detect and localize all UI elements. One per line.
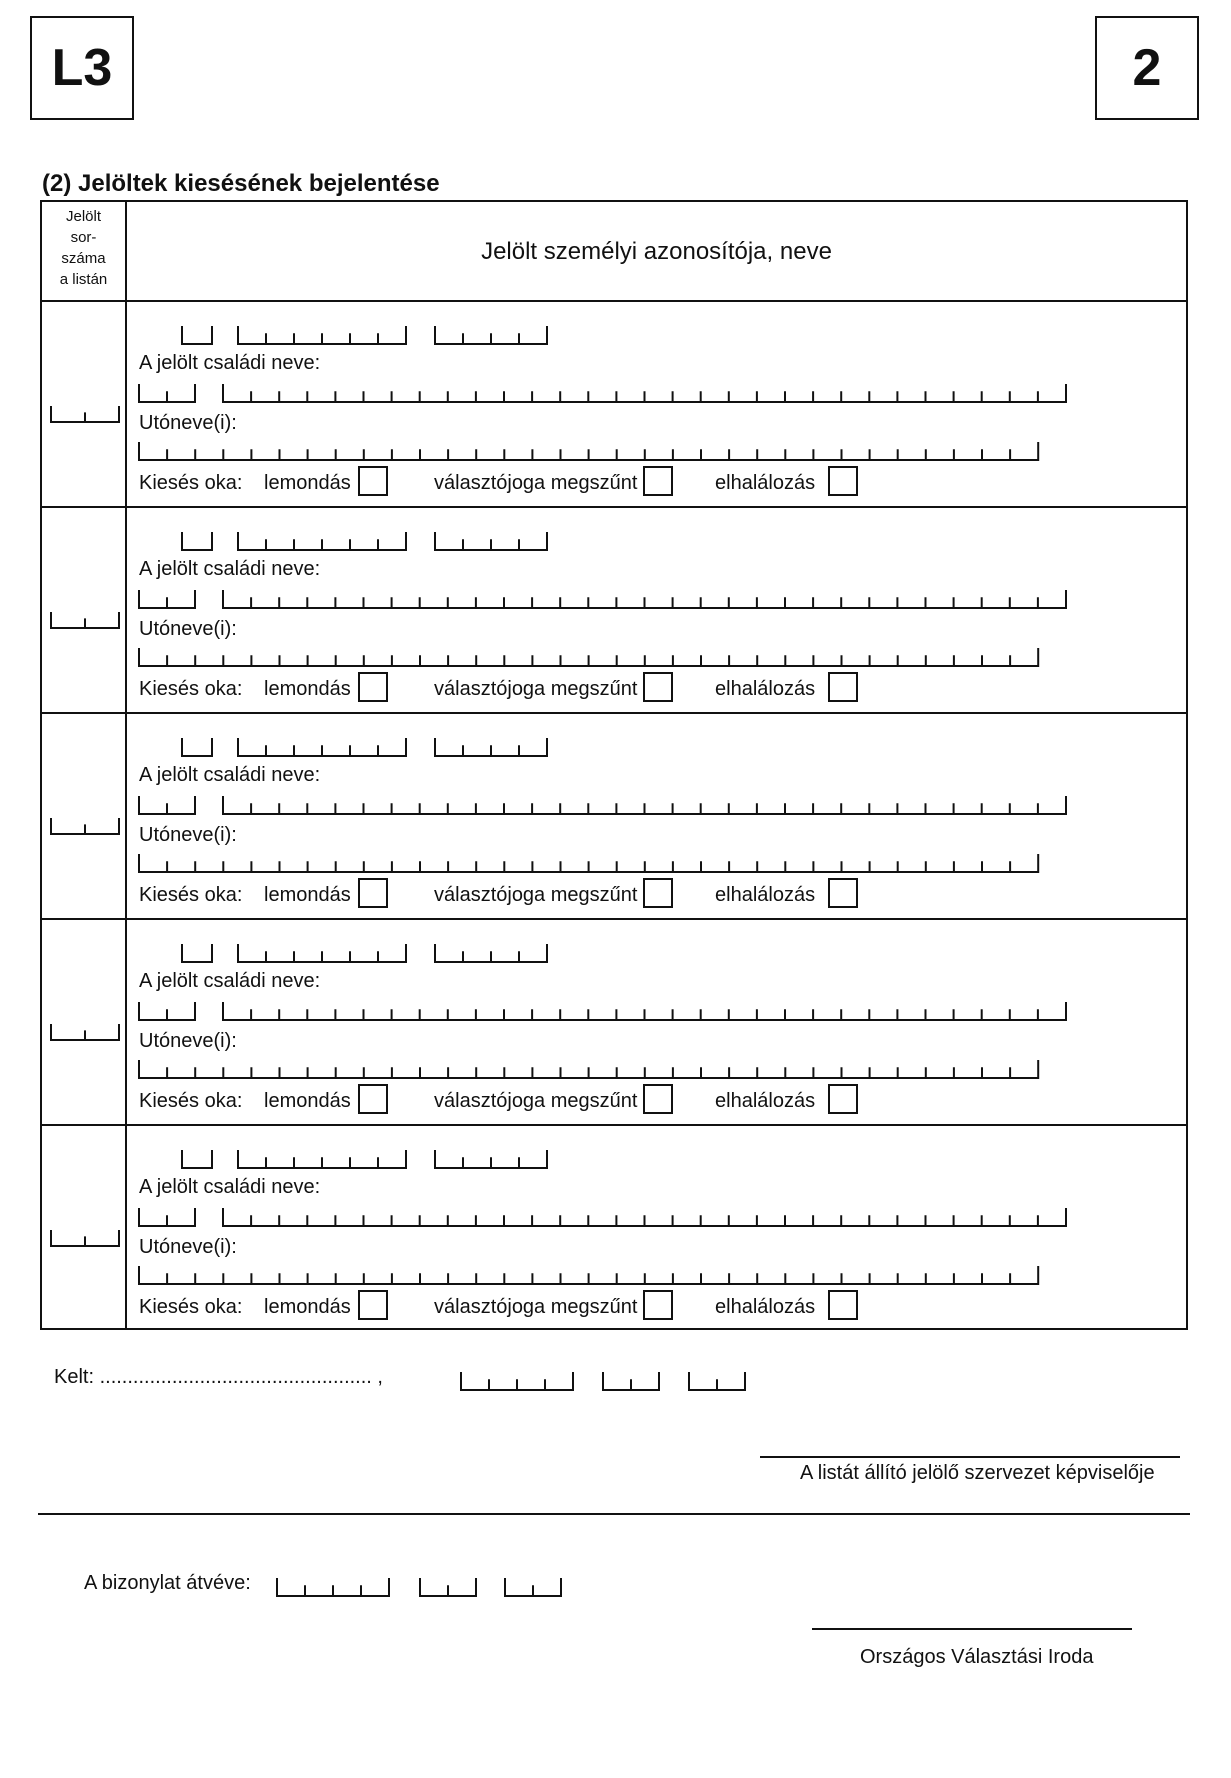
date-day-field[interactable] bbox=[689, 1372, 745, 1390]
reason-voting-right-lost-label: választójoga megszűnt bbox=[434, 472, 638, 494]
header-line: sor- bbox=[70, 229, 97, 246]
date-year-field[interactable] bbox=[461, 1372, 573, 1390]
family-name-field[interactable] bbox=[223, 590, 1066, 608]
date-month-field[interactable] bbox=[603, 1372, 659, 1390]
given-name-field[interactable] bbox=[139, 854, 1038, 872]
id-birthdate-field[interactable] bbox=[238, 944, 406, 962]
family-name-field[interactable] bbox=[223, 1208, 1066, 1226]
id-serial-field[interactable] bbox=[435, 1150, 547, 1168]
representative-signature-line bbox=[760, 1456, 1180, 1458]
family-name-prefix-field[interactable] bbox=[139, 1208, 195, 1226]
family-name-label: A jelölt családi neve: bbox=[139, 1176, 321, 1198]
list-position-field[interactable] bbox=[51, 818, 119, 834]
id-serial-field[interactable] bbox=[435, 738, 547, 756]
id-sex-field[interactable] bbox=[182, 944, 212, 962]
id-sex-field[interactable] bbox=[182, 532, 212, 550]
reason-voting-right-lost-label: választójoga megszűnt bbox=[434, 1296, 638, 1318]
representative-signature-label: A listát állító jelölő szervezet képviselője bbox=[800, 1462, 1155, 1484]
list-position-field[interactable] bbox=[51, 1230, 119, 1246]
given-name-label: Utóneve(i): bbox=[139, 1236, 237, 1258]
given-name-label: Utóneve(i): bbox=[139, 1030, 237, 1052]
reason-resignation-label: lemondás bbox=[264, 1296, 351, 1318]
section-title: (2) Jelöltek kiesésének bejelentése bbox=[42, 170, 440, 197]
reason-resignation-label: lemondás bbox=[264, 472, 351, 494]
family-name-field[interactable] bbox=[223, 796, 1066, 814]
reason-resignation-label: lemondás bbox=[264, 1090, 351, 1112]
withdrawal-reason-label: Kiesés oka: bbox=[139, 678, 243, 700]
section-divider bbox=[38, 1513, 1190, 1515]
family-name-label: A jelölt családi neve: bbox=[139, 970, 321, 992]
family-name-prefix-field[interactable] bbox=[139, 590, 195, 608]
family-name-prefix-field[interactable] bbox=[139, 384, 195, 402]
id-serial-field[interactable] bbox=[435, 326, 547, 344]
given-name-field[interactable] bbox=[139, 442, 1038, 460]
withdrawal-reason-label: Kiesés oka: bbox=[139, 1090, 243, 1112]
receipt-day-field[interactable] bbox=[505, 1578, 561, 1596]
reason-voting-right-lost-label: választójoga megszűnt bbox=[434, 884, 638, 906]
id-name-header: Jelölt személyi azonosítója, neve bbox=[481, 238, 832, 265]
receipt-label: A bizonylat átvéve: bbox=[84, 1572, 251, 1594]
given-name-label: Utóneve(i): bbox=[139, 618, 237, 640]
receipt-month-field[interactable] bbox=[420, 1578, 476, 1596]
place-date-label: Kelt: ................................................. , bbox=[54, 1366, 383, 1388]
family-name-field[interactable] bbox=[223, 1002, 1066, 1020]
id-birthdate-field[interactable] bbox=[238, 738, 406, 756]
withdrawal-reason-label: Kiesés oka: bbox=[139, 884, 243, 906]
reason-death-label: elhalálozás bbox=[715, 884, 816, 906]
reason-voting-right-lost-label: választójoga megszűnt bbox=[434, 678, 638, 700]
reason-resignation-label: lemondás bbox=[264, 884, 351, 906]
reason-death-label: elhalálozás bbox=[715, 1296, 816, 1318]
list-position-field[interactable] bbox=[51, 612, 119, 628]
candidate-withdrawal-table bbox=[40, 200, 1188, 1330]
id-sex-field[interactable] bbox=[182, 326, 212, 344]
form-code: L3 bbox=[30, 16, 134, 120]
given-name-label: Utóneve(i): bbox=[139, 824, 237, 846]
withdrawal-reason-label: Kiesés oka: bbox=[139, 1296, 243, 1318]
header-line: a listán bbox=[59, 271, 108, 288]
id-serial-field[interactable] bbox=[435, 944, 547, 962]
id-birthdate-field[interactable] bbox=[238, 532, 406, 550]
given-name-field[interactable] bbox=[139, 648, 1038, 666]
reason-resignation-label: lemondás bbox=[264, 678, 351, 700]
id-birthdate-field[interactable] bbox=[238, 326, 406, 344]
reason-voting-right-lost-label: választójoga megszűnt bbox=[434, 1090, 638, 1112]
withdrawal-reason-label: Kiesés oka: bbox=[139, 472, 243, 494]
header-line: száma bbox=[61, 250, 106, 267]
id-birthdate-field[interactable] bbox=[238, 1150, 406, 1168]
reason-death-label: elhalálozás bbox=[715, 678, 816, 700]
reason-death-label: elhalálozás bbox=[715, 1090, 816, 1112]
given-name-field[interactable] bbox=[139, 1060, 1038, 1078]
given-name-field[interactable] bbox=[139, 1266, 1038, 1284]
given-name-label: Utóneve(i): bbox=[139, 412, 237, 434]
family-name-label: A jelölt családi neve: bbox=[139, 764, 321, 786]
page-number: 2 bbox=[1095, 16, 1199, 120]
comb-fields bbox=[42, 202, 1190, 1332]
id-serial-field[interactable] bbox=[435, 532, 547, 550]
family-name-field[interactable] bbox=[223, 384, 1066, 402]
header-line: Jelölt bbox=[65, 208, 102, 225]
list-position-field[interactable] bbox=[51, 406, 119, 422]
list-position-field[interactable] bbox=[51, 1024, 119, 1040]
family-name-label: A jelölt családi neve: bbox=[139, 558, 321, 580]
family-name-prefix-field[interactable] bbox=[139, 1002, 195, 1020]
family-name-label: A jelölt családi neve: bbox=[139, 352, 321, 374]
office-signature-line bbox=[812, 1628, 1132, 1630]
family-name-prefix-field[interactable] bbox=[139, 796, 195, 814]
id-sex-field[interactable] bbox=[182, 1150, 212, 1168]
reason-death-label: elhalálozás bbox=[715, 472, 816, 494]
receipt-year-field[interactable] bbox=[277, 1578, 389, 1596]
id-sex-field[interactable] bbox=[182, 738, 212, 756]
office-label: Országos Választási Iroda bbox=[860, 1646, 1094, 1668]
